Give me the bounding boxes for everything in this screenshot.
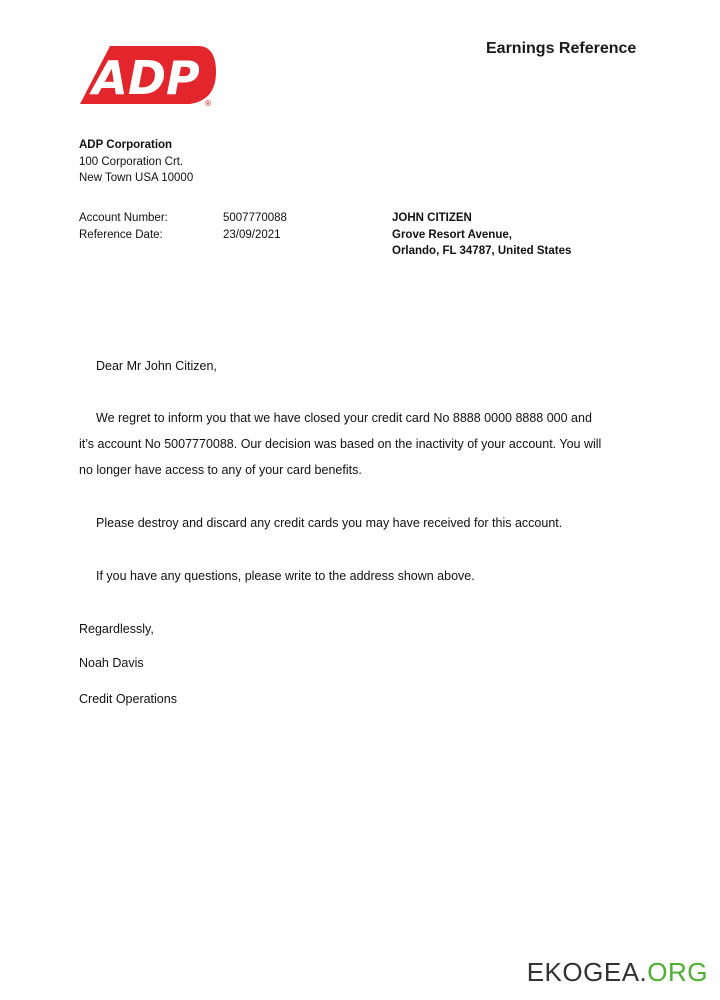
signer-department: Credit Operations	[79, 692, 177, 706]
account-values	[223, 210, 287, 243]
document-title: Earnings Reference	[486, 40, 637, 57]
sender-address-block	[79, 137, 193, 187]
logo-text: ADP	[92, 51, 200, 105]
watermark	[527, 957, 708, 988]
paragraph-1-line-1: We regret to inform you that we have closed your credit card No 8888 0000 8888 000 and	[96, 411, 592, 425]
account-labels	[79, 210, 168, 243]
paragraph-2: Please destroy and discard any credit cards you may have received for this account.	[96, 516, 563, 530]
paragraph-1-line-2: it’s account No 5007770088. Our decision was based on the inactivity of your account. You will	[79, 437, 602, 451]
recipient-name: JOHN CITIZEN	[392, 212, 472, 224]
svg-text:®: ®	[204, 99, 212, 108]
watermark-main: EKOGEA.	[526, 957, 648, 987]
watermark-tld: ORG	[647, 957, 708, 987]
adp-logo	[80, 42, 216, 108]
account-number-value: 5007770088	[223, 212, 287, 224]
account-number-label: Account Number:	[79, 212, 168, 224]
sender-address-line2: New Town USA 10000	[79, 172, 194, 184]
paragraph-1-line-3: no longer have access to any of your card benefits.	[79, 463, 362, 477]
recipient-address-line2: Orlando, FL 34787, United States	[392, 245, 572, 257]
sender-address-line1: 100 Corporation Crt.	[79, 155, 184, 168]
recipient-address-block	[392, 210, 571, 260]
reference-date-label: Reference Date:	[79, 228, 163, 241]
closing: Regardlessly,	[79, 622, 154, 636]
signer-name: Noah Davis	[79, 656, 144, 670]
recipient-address-line1: Grove Resort Avenue,	[392, 228, 512, 241]
salutation: Dear Mr John Citizen,	[96, 359, 217, 373]
sender-name: ADP Corporation	[79, 139, 173, 151]
reference-date-value: 23/09/2021	[223, 228, 281, 241]
paragraph-3: If you have any questions, please write to the address shown above.	[96, 569, 475, 583]
